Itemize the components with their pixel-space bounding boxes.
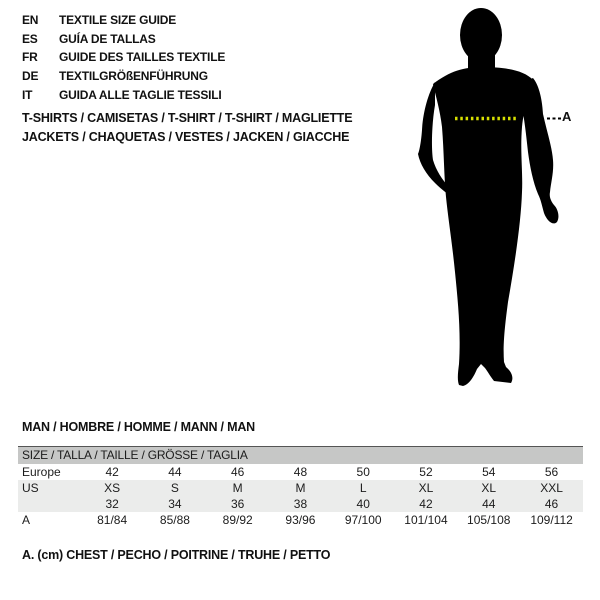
table-row-us-numeric [18, 496, 583, 512]
table-cell: 44 [168, 464, 182, 479]
garment-categories [22, 109, 352, 147]
guide-title: TEXTILE SIZE GUIDE [59, 13, 177, 28]
table-cell: 44 [457, 496, 520, 512]
table-cell: 81/84 [97, 512, 128, 527]
table-cell: XXL [520, 480, 583, 496]
table-cell: 46 [231, 464, 245, 479]
table-cell: 38 [269, 496, 332, 512]
guide-title: GUIDA ALLE TAGLIE TESSILI [59, 87, 222, 102]
table-cell: XL [457, 480, 520, 496]
language-guide-list [22, 11, 225, 104]
guide-title: TEXTILGRÖßENFÜHRUNG [59, 69, 208, 84]
row-label [18, 496, 81, 512]
table-cell: M [269, 480, 332, 496]
row-label: US [18, 480, 81, 496]
row-label: Europe [22, 464, 61, 479]
table-row-europe [18, 464, 583, 480]
table-cell: 42 [395, 496, 458, 512]
list-item [22, 48, 225, 67]
table-cell: 89/92 [222, 512, 253, 527]
measure-footnote: A. (cm) CHEST / PECHO / POITRINE / TRUHE / PETTO [22, 548, 331, 562]
table-cell: 85/88 [159, 512, 190, 527]
man-silhouette [402, 2, 577, 394]
table-cell: 56 [544, 464, 559, 479]
man-silhouette-figure [402, 2, 577, 394]
table-cell: 32 [81, 496, 144, 512]
list-item [22, 30, 225, 49]
section-title-man: MAN / HOMBRE / HOMME / MANN / MAN [22, 420, 255, 434]
table-cell: 46 [520, 496, 583, 512]
list-item [22, 11, 225, 30]
guide-title: GUÍA DE TALLAS [59, 31, 156, 46]
list-item [22, 85, 225, 104]
table-cell: 42 [105, 464, 119, 479]
table-cell: 93/96 [285, 512, 316, 527]
row-label: A [22, 512, 31, 527]
table-cell: 36 [206, 496, 269, 512]
size-table [18, 446, 583, 528]
table-cell: 50 [356, 464, 370, 479]
table-cell: 52 [419, 464, 433, 479]
table-row-us [18, 480, 583, 496]
table-cell: 101/104 [404, 512, 448, 527]
table-cell: 105/108 [467, 512, 511, 527]
measure-label-a: A [562, 109, 572, 124]
table-cell: 48 [293, 464, 308, 479]
table-cell: L [332, 480, 395, 496]
table-cell: 109/112 [530, 512, 573, 527]
language-code: ES [22, 31, 38, 46]
table-cell: M [206, 480, 269, 496]
language-code: EN [22, 13, 39, 28]
guide-title: GUIDE DES TAILLES TEXTILE [59, 50, 226, 65]
language-code: IT [22, 87, 33, 102]
category-tshirts: T-SHIRTS / CAMISETAS / T-SHIRT / T-SHIRT / MAGLIETTE [22, 111, 353, 125]
table-cell: 54 [482, 464, 496, 479]
table-cell: 34 [144, 496, 207, 512]
table-cell: S [144, 480, 207, 496]
language-code: DE [22, 69, 39, 84]
table-cell: 97/100 [344, 512, 382, 527]
table-cell: XS [81, 480, 144, 496]
language-code: FR [22, 50, 38, 65]
table-cell: XL [395, 480, 458, 496]
table-cell: 40 [332, 496, 395, 512]
category-jackets: JACKETS / CHAQUETAS / VESTES / JACKEN / GIACCHE [22, 130, 350, 144]
list-item [22, 67, 225, 86]
size-table-header-row [18, 447, 583, 464]
table-row-chest-cm [18, 512, 583, 528]
size-table-header: SIZE / TALLA / TAILLE / GRÖSSE / TAGLIA [18, 447, 583, 464]
